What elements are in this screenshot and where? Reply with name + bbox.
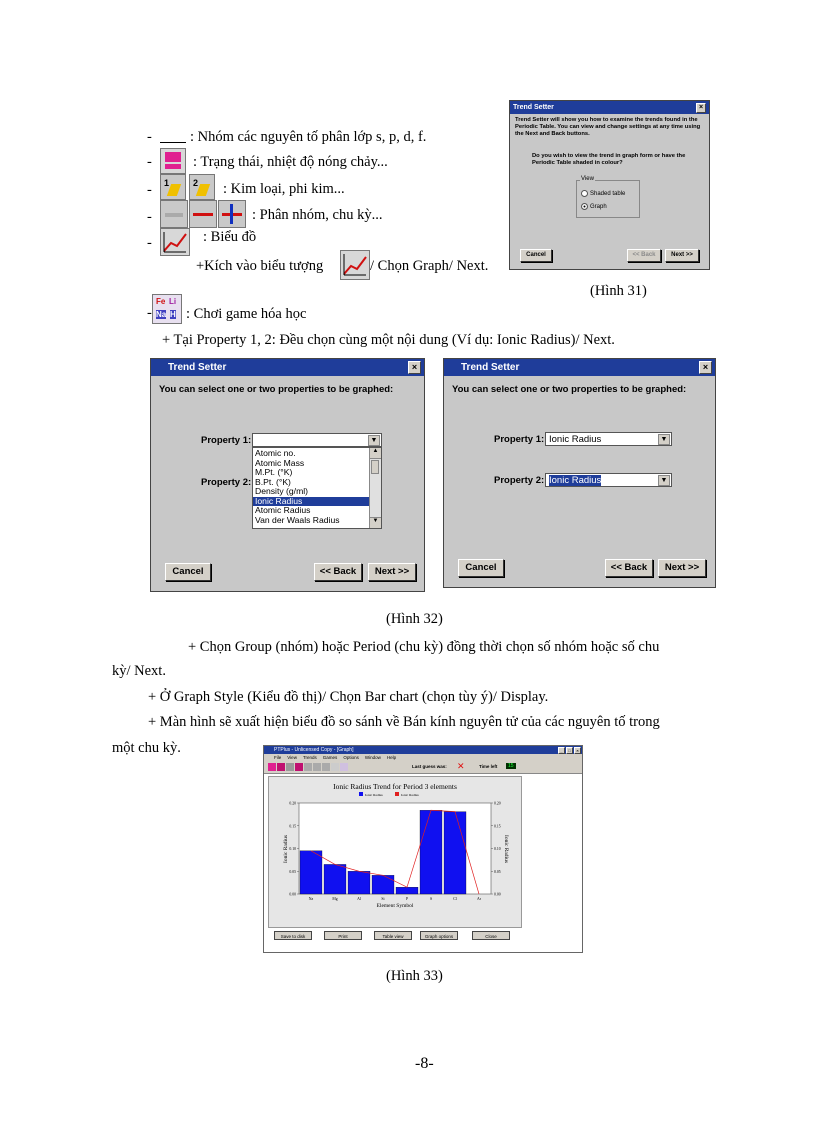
wrong-icon: ✕ xyxy=(457,761,465,771)
chevron-down-icon[interactable]: ▼ xyxy=(658,475,670,486)
bullet-1: - xyxy=(147,129,152,145)
subgroup-icon[interactable] xyxy=(218,200,246,228)
property-2-label: Property 2: xyxy=(494,475,545,486)
y-tick-label-right: 0.10 xyxy=(494,847,501,851)
property-2-label: Property 2: xyxy=(201,477,252,488)
y-tick-label-right: 0.00 xyxy=(494,892,501,897)
radio-shaded-table[interactable]: Shaded table xyxy=(581,190,625,197)
dialog-title: Trend Setter xyxy=(513,104,554,111)
y-tick-label: 0.20 xyxy=(289,801,296,806)
time-left-value: 15 xyxy=(508,763,514,769)
property-1-label: Property 1: xyxy=(494,434,545,445)
bullet-5: - xyxy=(147,235,152,251)
graph-action-button[interactable]: Graph options xyxy=(420,931,458,940)
dialog-fig31 xyxy=(509,100,710,270)
x-tick-label: Na xyxy=(308,897,314,901)
x-tick-label: P xyxy=(405,897,409,901)
line-8-text: + Tại Property 1, 2: Đều chọn cùng một nội dung (Ví dụ: Ionic Radius)/ Next. xyxy=(162,332,615,348)
property-2-select[interactable]: Ionic Radius ▼ xyxy=(545,473,672,487)
y-axis-label: Ionic Radius xyxy=(283,835,289,863)
metal-icon-1[interactable]: 1 xyxy=(160,174,186,200)
next-button[interactable]: Next >> xyxy=(658,559,706,577)
y-tick-label: 0.00 xyxy=(289,892,296,897)
page-number: -8- xyxy=(415,1055,434,1072)
graph-action-button[interactable]: Close xyxy=(472,931,510,940)
dialog-fig32-right xyxy=(443,358,716,588)
graph-action-button[interactable]: Save to disk xyxy=(274,931,312,940)
caption-fig33: (Hình 33) xyxy=(386,968,443,984)
radio-graph[interactable]: Graph xyxy=(581,203,607,210)
chevron-down-icon[interactable]: ▼ xyxy=(658,434,670,445)
line-1-text: : Nhóm các nguyên tố phân lớp s, p, d, f. xyxy=(190,129,427,145)
back-button[interactable]: << Back xyxy=(314,563,362,581)
property-1-label: Property 1: xyxy=(201,435,252,446)
chevron-down-icon[interactable]: ▼ xyxy=(368,435,380,446)
caption-fig32: (Hình 32) xyxy=(386,611,443,627)
y-tick-label-right: 0.05 xyxy=(494,869,501,874)
graph-action-button[interactable]: Print xyxy=(324,931,362,940)
para-3b: một chu kỳ. xyxy=(112,740,181,756)
line-5-text: : Biểu đồ xyxy=(203,229,257,245)
bullet-4: - xyxy=(147,209,152,225)
bar xyxy=(348,871,370,894)
bullet-2: - xyxy=(147,154,152,170)
dialog-fig32-left xyxy=(150,358,425,592)
app-title: PTPlus - Unlicensed Copy - [Graph] xyxy=(274,747,354,753)
y-tick-label: 0.05 xyxy=(289,869,296,874)
menu-item[interactable]: Games xyxy=(322,755,338,760)
x-tick-label: S xyxy=(429,897,433,901)
list-item[interactable]: Atomic Radius xyxy=(255,505,311,515)
list-item[interactable]: Atomic Mass xyxy=(255,457,305,468)
close-icon[interactable]: × xyxy=(408,361,421,374)
bar xyxy=(444,812,466,894)
list-scrollbar[interactable]: ▲ ▼ xyxy=(369,448,381,528)
dialog-question-text: Do you wish to view the trend in graph form or have the Periodic Table shaded in colour? xyxy=(532,153,686,166)
list-item[interactable]: Van der Waals Radius xyxy=(255,514,340,525)
next-button[interactable]: Next >> xyxy=(665,249,699,262)
x-tick-label: Cl xyxy=(453,897,457,901)
para-3a: + Màn hình sẽ xuất hiện biểu đồ so sánh về Bán kính nguyên tử của các nguyên tố trong xyxy=(148,714,660,730)
close-icon[interactable]: × xyxy=(696,103,706,113)
y-tick-label-right: 0.20 xyxy=(494,801,501,806)
menu-item[interactable]: Window xyxy=(364,755,381,760)
app-window-fig33 xyxy=(263,745,583,953)
bar xyxy=(396,887,418,894)
line-6-text-a: +Kích vào biểu tượng xyxy=(196,258,324,274)
x-axis-label: Element Symbol xyxy=(376,903,414,909)
next-button[interactable]: Next >> xyxy=(368,563,416,581)
menu-item[interactable]: View xyxy=(287,755,297,760)
ionic-radius-chart xyxy=(269,777,521,927)
x-tick-label: Ar xyxy=(476,897,482,901)
bar xyxy=(372,875,394,894)
line-4-text: : Phân nhóm, chu kỳ... xyxy=(252,207,383,223)
dialog-title: Trend Setter xyxy=(461,362,520,373)
view-groupbox xyxy=(576,176,640,218)
back-button[interactable]: << Back xyxy=(605,559,653,577)
back-button[interactable]: << Back xyxy=(627,249,661,262)
list-item[interactable]: B.Pt. (°K) xyxy=(255,476,291,487)
x-tick-label: Al xyxy=(357,897,361,901)
y-tick-label-right: 0.15 xyxy=(494,824,501,829)
group-icon[interactable] xyxy=(160,200,188,228)
graph-panel xyxy=(268,776,522,928)
bar xyxy=(420,810,442,894)
maximize-icon[interactable]: □ xyxy=(566,747,573,754)
dialog-body-text: Trend Setter will show you how to examine the trends found in the Periodic Table. You can view and change settings at any time using the Next and Back buttons. xyxy=(515,117,701,137)
list-item[interactable]: Atomic no. xyxy=(255,448,296,458)
menu-item[interactable]: File xyxy=(274,755,282,760)
legend-swatch-line xyxy=(395,792,399,796)
minimize-icon[interactable]: _ xyxy=(558,747,565,754)
line-3-text: : Kim loại, phi kim... xyxy=(223,181,345,197)
blank-underline xyxy=(160,142,186,143)
list-item[interactable]: Ionic Radius xyxy=(253,497,370,507)
menu-item[interactable]: Options xyxy=(343,755,359,760)
property-1-select[interactable] xyxy=(252,433,382,447)
para-2: + Ở Graph Style (Kiểu đồ thị)/ Chọn Bar chart (chọn tùy ý)/ Display. xyxy=(148,689,549,705)
graph-icon-inline[interactable] xyxy=(340,250,370,280)
property-dropdown-list[interactable] xyxy=(252,447,382,529)
period-icon[interactable] xyxy=(189,200,217,228)
graph-icon[interactable] xyxy=(160,228,190,256)
y-tick-label: 0.10 xyxy=(289,847,296,851)
x-tick-label: Si xyxy=(381,897,385,901)
cancel-button[interactable]: Cancel xyxy=(458,559,504,577)
legend-label-line: Ionic Radius xyxy=(401,793,419,797)
state-icon[interactable] xyxy=(160,148,186,174)
menu-item[interactable]: Help xyxy=(386,755,397,760)
dialog-prompt: You can select one or two properties to be graphed: xyxy=(452,384,687,395)
cancel-button[interactable]: Cancel xyxy=(520,249,552,262)
bar xyxy=(324,864,346,894)
legend-swatch-bar xyxy=(359,792,363,796)
line-6-text-b: / Chọn Graph/ Next. xyxy=(370,258,489,274)
menu-item[interactable]: Trends xyxy=(302,755,317,760)
game-icon[interactable]: Fe Li Na H xyxy=(152,294,182,324)
view-group-label: View xyxy=(581,176,594,182)
last-guess-label: Last guess was: xyxy=(412,764,447,769)
graph-action-button[interactable]: Table view xyxy=(374,931,412,940)
bullet-6: - xyxy=(147,305,152,321)
property-1-select[interactable]: Ionic Radius ▼ xyxy=(545,432,672,446)
time-left-label: Time left xyxy=(479,764,498,769)
list-item[interactable]: Density (g/ml) xyxy=(255,486,309,496)
line-7-text: : Chơi game hóa học xyxy=(186,306,307,322)
close-icon[interactable]: × xyxy=(574,747,581,754)
metal-icon-2[interactable]: 2 xyxy=(189,174,215,200)
close-icon[interactable]: × xyxy=(699,361,712,374)
dialog-title: Trend Setter xyxy=(168,362,227,373)
legend-label-bar: Ionic Radius xyxy=(365,793,383,797)
para-1a: + Chọn Group (nhóm) hoặc Period (chu kỳ) đồng thời chọn số nhóm hoặc số chu xyxy=(188,639,660,655)
dialog-prompt: You can select one or two properties to be graphed: xyxy=(159,384,394,395)
y-tick-label: 0.15 xyxy=(289,824,296,829)
y-axis-label-right: Ionic Radius xyxy=(503,835,509,863)
bar xyxy=(300,851,322,894)
caption-fig31: (Hình 31) xyxy=(590,283,647,299)
toolbar xyxy=(264,761,582,774)
cancel-button[interactable]: Cancel xyxy=(165,563,211,581)
chart-title: Ionic Radius Trend for Period 3 elements xyxy=(333,782,457,791)
para-1b: kỳ/ Next. xyxy=(112,663,166,679)
x-tick-label: Mg xyxy=(332,897,338,901)
line-2-text: : Trạng thái, nhiệt độ nóng chảy... xyxy=(193,154,388,170)
list-item[interactable]: M.Pt. (°K) xyxy=(255,467,293,477)
menu-bar xyxy=(264,754,582,761)
bullet-3: - xyxy=(147,182,152,198)
